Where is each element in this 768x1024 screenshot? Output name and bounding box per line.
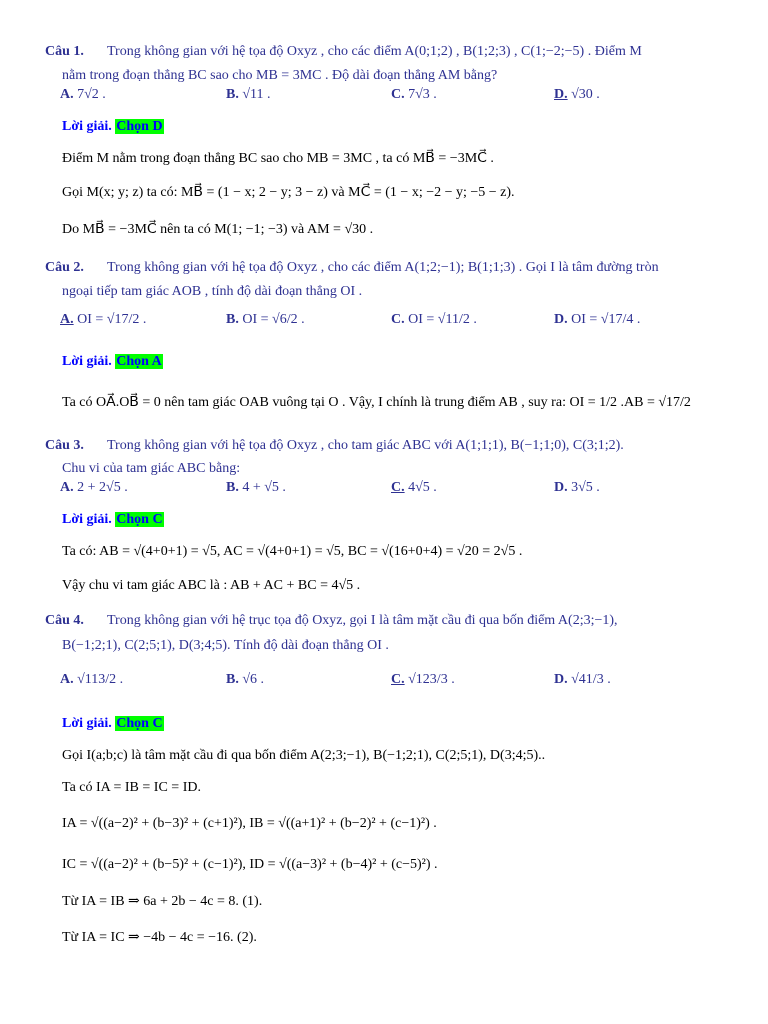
question-3-option-b: B. 4 + √5 . [226,480,286,495]
question-4-solution-line-3: IA = √((a−2)² + (b−3)² + (c+1)²), IB = √((a+1)² + (b−2)² + (c−1)²) . [62,816,437,831]
question-1-solution-line-1: Điểm M nằm trong đoạn thẳng BC sao cho MB = 3MC , ta có MB⃗ = −3MC⃗ . [62,151,494,166]
question-1-solution-header: Lời giải. Chọn D [62,119,163,134]
question-1-answer-badge: Chọn D [116,119,163,134]
question-2-number: Câu 2. [45,260,84,275]
question-1-solution-line-3: Do MB⃗ = −3MC⃗ nên ta có M(1; −1; −3) và AM = √30 . [62,222,374,237]
question-4-number: Câu 4. [45,613,84,628]
question-2-solution-line-1: Ta có OA⃗.OB⃗ = 0 nên tam giác OAB vuông tại O . Vậy, I chính là trung điểm AB , suy ra: OI = 1/2 .AB = √17/2 [62,395,691,410]
question-4-stem-line-1 [45,612,618,630]
question-1-options [60,87,720,111]
question-1-stem-line-1 [45,43,642,61]
question-3-solution-line-2: Vậy chu vi tam giác ABC là : AB + AC + BC = 4√5 . [62,578,361,593]
question-4-solution-header: Lời giải. Chọn C [62,716,163,731]
question-4-solution-line-2: Ta có IA = IB = IC = ID. [62,780,201,795]
question-2-option-b: B. OI = √6/2 . [226,312,305,327]
question-1-option-b: B. √11 . [226,87,271,102]
question-1-solution-line-2: Gọi M(x; y; z) ta có: MB⃗ = (1 − x; 2 − y; 3 − z) và MC⃗ = (1 − x; −2 − y; −5 − z). [62,185,515,200]
question-2-stem-line-2: ngoại tiếp tam giác AOB , tính độ dài đoạn thẳng OI . [62,284,363,299]
question-4-solution-line-6: Từ IA = IC ⇒ −4b − 4c = −16. (2). [62,930,257,945]
question-4-solution-line-1: Gọi I(a;b;c) là tâm mặt cầu đi qua bốn điểm A(2;3;−1), B(−1;2;1), C(2;5;1), D(3;4;5).. [62,748,546,763]
question-3-solution-line-1: Ta có: AB = √(4+0+1) = √5, AC = √(4+0+1) = √5, BC = √(16+0+4) = √20 = 2√5 . [62,544,523,559]
question-3-option-c: C. 4√5 . [391,480,437,495]
question-3-stem-line-1 [45,437,624,455]
question-3-solution-header: Lời giải. Chọn C [62,512,163,527]
question-2-option-c: C. OI = √11/2 . [391,312,477,327]
question-3-stem-text-1: Trong không gian với hệ tọa độ Oxyz , cho tam giác ABC với A(1;1;1), B(−1;1;0), C(3;1;2). [107,438,624,453]
question-3-answer-badge: Chọn C [116,512,163,527]
question-4-option-b: B. √6 . [226,672,265,687]
question-1-stem-line-2: nằm trong đoạn thẳng BC sao cho MB = 3MC . Độ dài đoạn thẳng AM bằng? [62,68,498,83]
question-3-stem-line-2: Chu vi của tam giác ABC bằng: [62,461,241,476]
question-4-solution-line-5: Từ IA = IB ⇒ 6a + 2b − 4c = 8. (1). [62,894,263,909]
question-1-number: Câu 1. [45,44,84,59]
question-2-stem-text-1: Trong không gian với hệ tọa độ Oxyz , cho các điểm A(1;2;−1); B(1;1;3) . Gọi I là tâm đường tròn [107,260,659,275]
question-2-answer-badge: Chọn A [116,354,162,369]
question-2-stem-line-1 [45,259,659,277]
question-2-solution-header: Lời giải. Chọn A [62,354,162,369]
question-1-stem-text-1: Trong không gian với hệ tọa độ Oxyz , cho các điểm A(0;1;2) , B(1;2;3) , C(1;−2;−5) . Điểm M [107,44,642,59]
question-3-options [60,480,720,504]
question-3-option-a: A. 2 + 2√5 . [60,480,128,495]
question-4-stem-text-1: Trong không gian với hệ trục tọa độ Oxyz, gọi I là tâm mặt cầu đi qua bốn điểm A(2;3;−1), [107,613,618,628]
question-3-option-d: D. 3√5 . [554,480,600,495]
question-4-option-a: A. √113/2 . [60,672,124,687]
question-3-number: Câu 3. [45,438,84,453]
question-1-option-d: D. √30 . [554,87,600,102]
question-1-option-a: A. 7√2 . [60,87,106,102]
question-1-option-c: C. 7√3 . [391,87,437,102]
question-4-solution-line-4: IC = √((a−2)² + (b−5)² + (c−1)²), ID = √((a−3)² + (b−4)² + (c−5)²) . [62,857,438,872]
question-4-options [60,672,720,696]
question-4-stem-line-2: B(−1;2;1), C(2;5;1), D(3;4;5). Tính độ dài đoạn thẳng OI . [62,638,389,653]
question-4-answer-badge: Chọn C [116,716,163,731]
question-4-option-c: C. √123/3 . [391,672,455,687]
question-2-option-a: A. OI = √17/2 . [60,312,147,327]
question-2-option-d: D. OI = √17/4 . [554,312,641,327]
question-4-option-d: D. √41/3 . [554,672,611,687]
question-2-options [60,312,720,336]
